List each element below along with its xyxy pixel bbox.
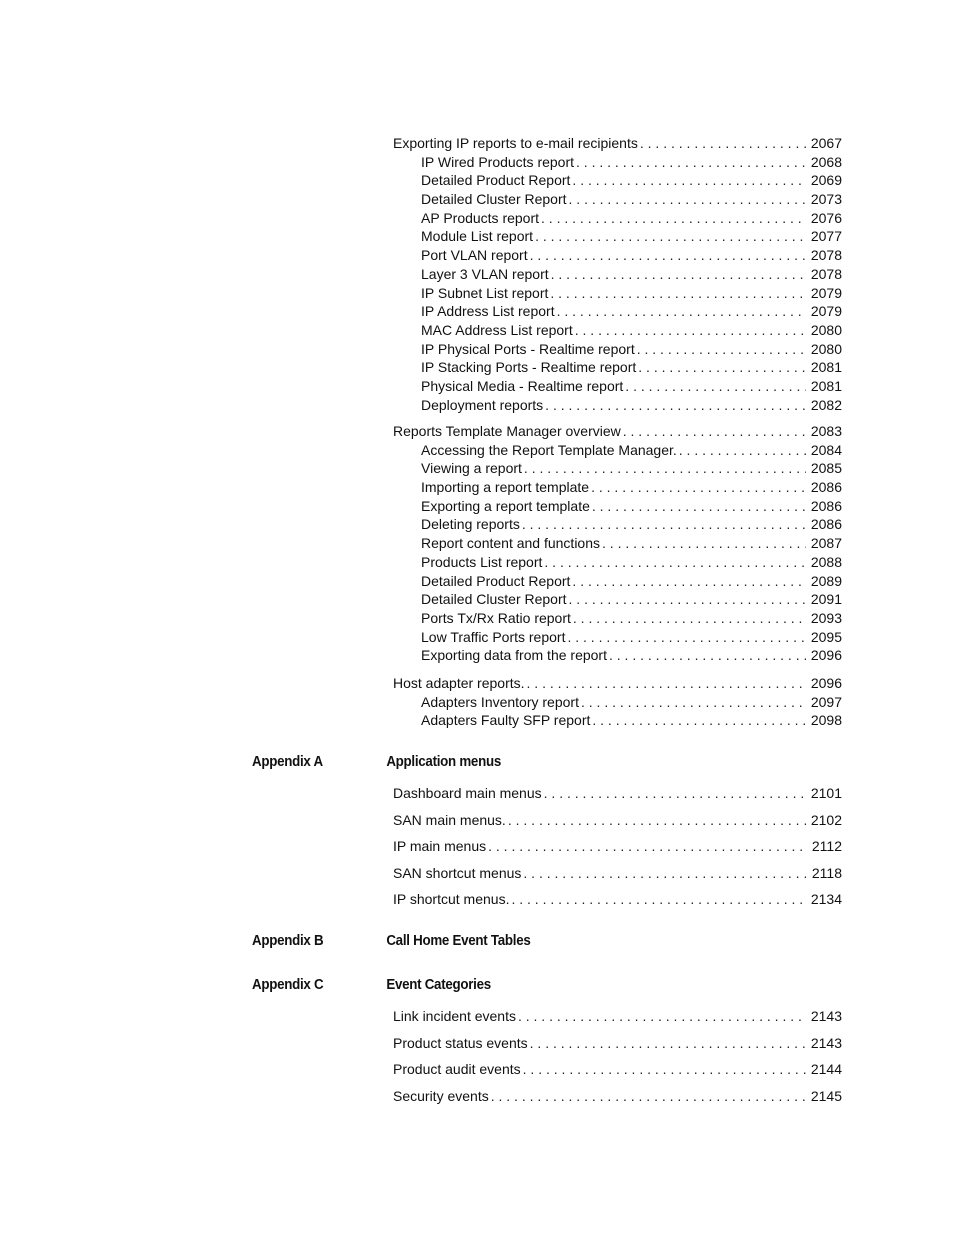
- toc-entry[interactable]: [393, 441, 842, 460]
- toc-entry-title: IP Subnet List report: [421, 284, 549, 301]
- toc-entry-title: Importing a report template: [421, 479, 590, 496]
- toc-entry-page: 2101: [810, 785, 842, 801]
- dot-leader: [518, 1007, 806, 1026]
- dot-leader: [544, 784, 806, 803]
- dot-leader: [602, 534, 806, 553]
- toc-entry[interactable]: [393, 422, 842, 441]
- dot-leader: [491, 1087, 806, 1106]
- toc-entry-page: 2086: [810, 479, 842, 496]
- dot-leader: [544, 553, 806, 572]
- toc-entry-page: 2085: [810, 460, 842, 477]
- toc-entry[interactable]: [393, 340, 842, 359]
- toc-entry-page: 2102: [810, 811, 842, 828]
- dot-leader: [575, 321, 806, 340]
- appendix-label: Appendix B: [252, 933, 324, 949]
- dot-leader: [623, 422, 806, 441]
- toc-entry-title: Exporting a report template: [421, 497, 590, 514]
- toc-entry-page: 2077: [810, 228, 842, 245]
- toc-entry[interactable]: [393, 711, 842, 730]
- toc-entry-page: 2086: [810, 497, 842, 514]
- toc-entry-title: IP shortcut menus.: [393, 891, 510, 908]
- toc-entry[interactable]: [393, 134, 842, 153]
- toc-entry[interactable]: [393, 837, 842, 864]
- toc-entry-page: 2095: [810, 628, 842, 645]
- toc-entry[interactable]: [393, 609, 842, 628]
- toc-entry[interactable]: [393, 478, 842, 497]
- toc-entry-title: IP main menus: [393, 838, 487, 855]
- toc-entry[interactable]: [393, 1034, 842, 1061]
- dot-leader: [524, 459, 806, 478]
- toc-entry-page: 2084: [810, 441, 842, 458]
- toc-entry-title: Ports Tx/Rx Ratio report: [421, 609, 571, 626]
- toc-entry-title: Products List report: [421, 553, 543, 570]
- toc-entry-title: Deployment reports: [421, 396, 544, 413]
- toc-entry-title: Exporting data from the report: [421, 647, 607, 664]
- toc-entry[interactable]: [393, 693, 842, 712]
- toc-entry-title: IP Physical Ports - Realtime report: [421, 340, 635, 357]
- toc-entry-page: 2112: [811, 838, 842, 855]
- dot-leader: [625, 377, 806, 396]
- toc-entry-page: 2089: [810, 572, 842, 589]
- toc-entry-title: Dashboard main menus: [393, 785, 542, 801]
- dot-leader: [638, 358, 806, 377]
- dot-leader: [511, 890, 806, 909]
- toc-entry-title: Adapters Faulty SFP report: [421, 712, 591, 729]
- toc-group-appendix-c: [393, 1007, 842, 1113]
- toc-entry-title: Security events: [393, 1087, 489, 1104]
- toc-entry[interactable]: [393, 358, 842, 377]
- toc-entry-title: Detailed Cluster Report: [421, 591, 567, 608]
- dot-leader: [581, 693, 806, 712]
- toc-entry-title: IP Stacking Ports - Realtime report: [421, 359, 637, 376]
- toc-entry-title: Deleting reports: [421, 516, 520, 533]
- toc-entry-title: IP Address List report: [421, 303, 555, 320]
- toc-entry[interactable]: [393, 227, 842, 246]
- toc-entry-page: 2093: [810, 609, 842, 626]
- toc-entry-title: Detailed Product Report: [421, 572, 571, 589]
- appendix-label: Appendix A: [252, 754, 323, 770]
- dot-leader: [576, 153, 806, 172]
- toc-entry[interactable]: [393, 890, 842, 917]
- dot-leader: [530, 1034, 806, 1053]
- toc-entry[interactable]: [393, 784, 842, 811]
- toc-entry[interactable]: [393, 321, 842, 340]
- dot-leader: [572, 572, 806, 591]
- toc-entry[interactable]: [393, 1060, 842, 1087]
- toc-entry-page: 2143: [810, 1034, 842, 1051]
- toc-entry-page: 2086: [810, 516, 842, 533]
- toc-entry-page: 2081: [810, 359, 842, 376]
- toc-entry-page: 2079: [810, 303, 842, 320]
- toc-group-host-adapter-reports: [393, 674, 842, 730]
- dot-leader: [551, 265, 806, 284]
- toc-entry[interactable]: [393, 377, 842, 396]
- dot-leader: [592, 711, 806, 730]
- dot-leader: [522, 515, 806, 534]
- toc-entry-title: Product audit events: [393, 1061, 521, 1078]
- toc-entry-title: Host adapter reports.: [393, 675, 525, 691]
- toc-entry-page: 2076: [810, 209, 842, 226]
- toc-entry-title: Port VLAN report: [421, 247, 528, 264]
- toc-entry-title: Report content and functions: [421, 535, 601, 552]
- toc-entry-title: Module List report: [421, 228, 534, 245]
- toc-entry[interactable]: [393, 459, 842, 478]
- dot-leader: [567, 628, 806, 647]
- dot-leader: [523, 1060, 806, 1079]
- toc-entry[interactable]: [393, 628, 842, 647]
- toc-entry-page: 2080: [810, 340, 842, 357]
- toc-entry-page: 2096: [810, 675, 842, 691]
- dot-leader: [609, 646, 806, 665]
- toc-entry[interactable]: [393, 265, 842, 284]
- toc-entry-page: 2079: [810, 284, 842, 301]
- dot-leader: [569, 190, 806, 209]
- toc-entry[interactable]: [393, 171, 842, 190]
- toc-entry-title: Exporting IP reports to e-mail recipients: [393, 135, 638, 151]
- appendix-heading[interactable]: Call Home Event Tables: [386, 933, 531, 949]
- dot-leader: [569, 590, 806, 609]
- dot-leader: [637, 340, 806, 359]
- toc-entry-title: AP Products report: [421, 209, 540, 226]
- toc-entry[interactable]: [393, 674, 842, 693]
- toc-entry-title: Product status events: [393, 1034, 528, 1051]
- toc-entry-title: IP Wired Products report: [421, 153, 575, 170]
- dot-leader: [508, 811, 806, 830]
- dot-leader: [679, 441, 806, 460]
- toc-entry[interactable]: [393, 864, 842, 891]
- dot-leader: [541, 209, 806, 228]
- dot-leader: [545, 396, 806, 415]
- toc-entry-title: SAN shortcut menus: [393, 864, 522, 881]
- dot-leader: [592, 497, 806, 516]
- dot-leader: [523, 864, 806, 883]
- toc-entry-title: Physical Media - Realtime report: [421, 377, 624, 394]
- toc-entry-page: 2082: [810, 396, 842, 413]
- appendix-heading[interactable]: Event Categories: [386, 977, 491, 993]
- toc-entry[interactable]: [393, 1087, 842, 1114]
- toc-entry[interactable]: [393, 515, 842, 534]
- toc-group-exporting-ip-reports: [393, 134, 842, 414]
- toc-entry[interactable]: [393, 396, 842, 415]
- dot-leader: [572, 171, 806, 190]
- toc-entry[interactable]: [393, 553, 842, 572]
- toc-entry-page: 2078: [810, 265, 842, 282]
- toc-entry-title: Link incident events: [393, 1008, 516, 1024]
- dot-leader: [535, 227, 806, 246]
- dot-leader: [640, 134, 806, 153]
- toc-entry[interactable]: [393, 497, 842, 516]
- appendix-label: Appendix C: [252, 977, 324, 993]
- dot-leader: [557, 302, 806, 321]
- toc-entry-page: 2143: [810, 1008, 842, 1024]
- toc-entry[interactable]: [393, 1007, 842, 1034]
- toc-group-appendix-a: [393, 784, 842, 917]
- toc-entry-page: 2145: [810, 1087, 842, 1104]
- toc-entry-title: Reports Template Manager overview: [393, 423, 621, 439]
- toc-entry[interactable]: [393, 572, 842, 591]
- dot-leader: [573, 609, 806, 628]
- toc-entry-page: 2096: [810, 647, 842, 664]
- toc-entry-title: Layer 3 VLAN report: [421, 265, 549, 282]
- toc-entry-page: 2087: [810, 535, 842, 552]
- toc-group-reports-template-manager: [393, 422, 842, 665]
- toc-entry[interactable]: [393, 190, 842, 209]
- toc-entry-page: 2144: [810, 1061, 842, 1078]
- dot-leader: [550, 284, 806, 303]
- toc-entry-title: Accessing the Report Template Manager.: [421, 441, 677, 458]
- toc-entry-page: 2134: [810, 891, 842, 908]
- dot-leader: [527, 674, 806, 693]
- toc-entry-page: 2097: [810, 693, 842, 710]
- toc-entry-page: 2067: [810, 135, 842, 151]
- toc-entry[interactable]: [393, 534, 842, 553]
- toc-entry-page: 2073: [810, 191, 842, 208]
- toc-entry[interactable]: [393, 209, 842, 228]
- toc-entry-title: Adapters Inventory report: [421, 693, 579, 710]
- toc-entry[interactable]: [393, 302, 842, 321]
- toc-entry-page: 2091: [810, 591, 842, 608]
- toc-entry-page: 2088: [810, 553, 842, 570]
- toc-entry-title: Detailed Product Report: [421, 172, 571, 189]
- toc-entry-title: SAN main menus.: [393, 811, 506, 828]
- toc-entry-page: 2081: [810, 377, 842, 394]
- toc-entry-page: 2098: [810, 712, 842, 729]
- toc-entry-title: MAC Address List report: [421, 321, 573, 338]
- dot-leader: [591, 478, 806, 497]
- toc-entry[interactable]: [393, 811, 842, 838]
- toc-entry-title: Viewing a report: [421, 460, 522, 477]
- toc-entry[interactable]: [393, 246, 842, 265]
- toc-entry-page: 2078: [810, 247, 842, 264]
- dot-leader: [488, 837, 806, 856]
- toc-entry-page: 2083: [810, 423, 842, 439]
- toc-entry-page: 2080: [810, 321, 842, 338]
- toc-entry[interactable]: [393, 153, 842, 172]
- toc-entry[interactable]: [393, 590, 842, 609]
- dot-leader: [530, 246, 806, 265]
- toc-entry-title: Low Traffic Ports report: [421, 628, 566, 645]
- toc-entry-page: 2118: [811, 864, 842, 881]
- toc-entry[interactable]: [393, 646, 842, 665]
- toc-entry[interactable]: [393, 284, 842, 303]
- toc-entry-title: Detailed Cluster Report: [421, 191, 567, 208]
- toc-entry-page: 2068: [810, 153, 842, 170]
- appendix-heading[interactable]: Application menus: [386, 754, 501, 770]
- toc-entry-page: 2069: [810, 172, 842, 189]
